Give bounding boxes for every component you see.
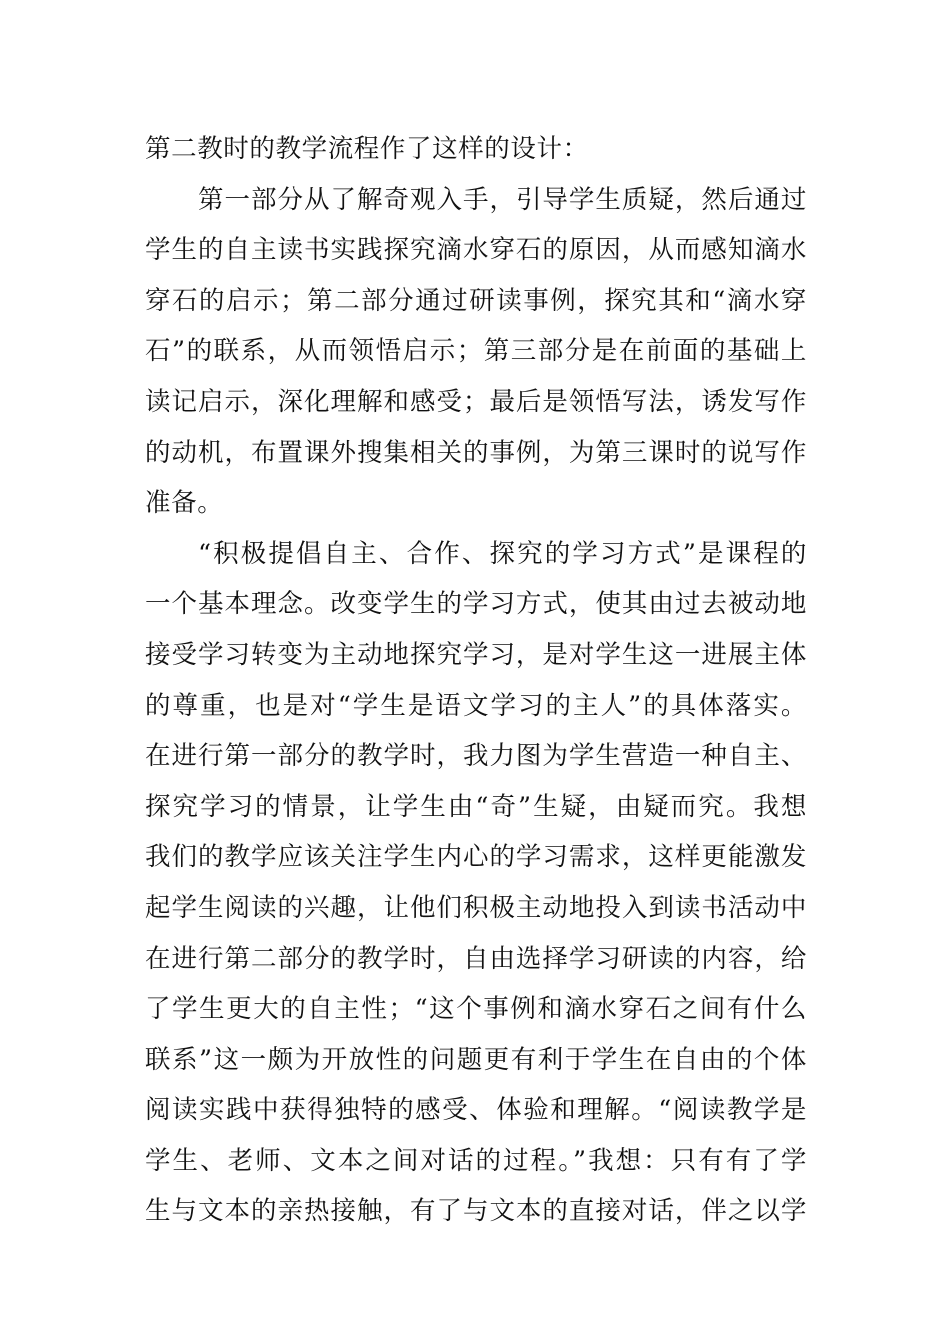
text-line: 第一部分从了解奇观入手，引导学生质疑，然后通过 <box>198 184 807 215</box>
text-line: 联系”这一颇为开放性的问题更有利于学生在自由的个体 <box>145 1044 807 1075</box>
text-line: 的动机，布置课外搜集相关的事例，为第三课时的说写作 <box>145 437 807 468</box>
text-line: 生与文本的亲热接触，有了与文本的直接对话，伴之以学 <box>145 1196 807 1227</box>
text-line: 一个基本理念。改变学生的学习方式，使其由过去被动地 <box>145 589 807 620</box>
text-line: 阅读实践中获得独特的感受、体验和理解。“阅读教学是 <box>145 1095 807 1126</box>
text-line: 第二教时的教学流程作了这样的设计： <box>145 134 589 164</box>
text-line: 在进行第二部分的教学时，自由选择学习研读的内容，给 <box>145 943 807 974</box>
text-line: 我们的教学应该关注学生内心的学习需求，这样更能激发 <box>145 842 807 873</box>
document-body <box>145 128 807 1241</box>
text-line: 准备。 <box>145 488 224 519</box>
text-line: 穿石的启示；第二部分通过研读事例，探究其和“滴水穿 <box>145 285 807 316</box>
text-line: 在进行第一部分的教学时，我力图为学生营造一种自主、 <box>145 741 807 772</box>
text-line: 学生、老师、文本之间对话的过程。”我想：只有有了学 <box>145 1145 807 1176</box>
text-line: 了学生更大的自主性；“这个事例和滴水穿石之间有什么 <box>145 994 807 1025</box>
text-line: “积极提倡自主、合作、探究的学习方式”是课程的 <box>198 538 807 569</box>
text-line: 的尊重，也是对“学生是语文学习的主人”的具体落实。 <box>145 690 807 721</box>
text-line: 接受学习转变为主动地探究学习，是对学生这一进展主体 <box>145 639 807 670</box>
text-line: 读记启示，深化理解和感受；最后是领悟写法，诱发写作 <box>145 386 807 417</box>
text-line: 学生的自主读书实践探究滴水穿石的原因，从而感知滴水 <box>145 235 807 266</box>
text-line: 探究学习的情景，让学生由“奇”生疑，由疑而究。我想 <box>145 791 807 822</box>
text-line: 石”的联系，从而领悟启示；第三部分是在前面的基础上 <box>145 336 807 367</box>
text-line: 起学生阅读的兴趣，让他们积极主动地投入到读书活动中 <box>145 892 807 923</box>
